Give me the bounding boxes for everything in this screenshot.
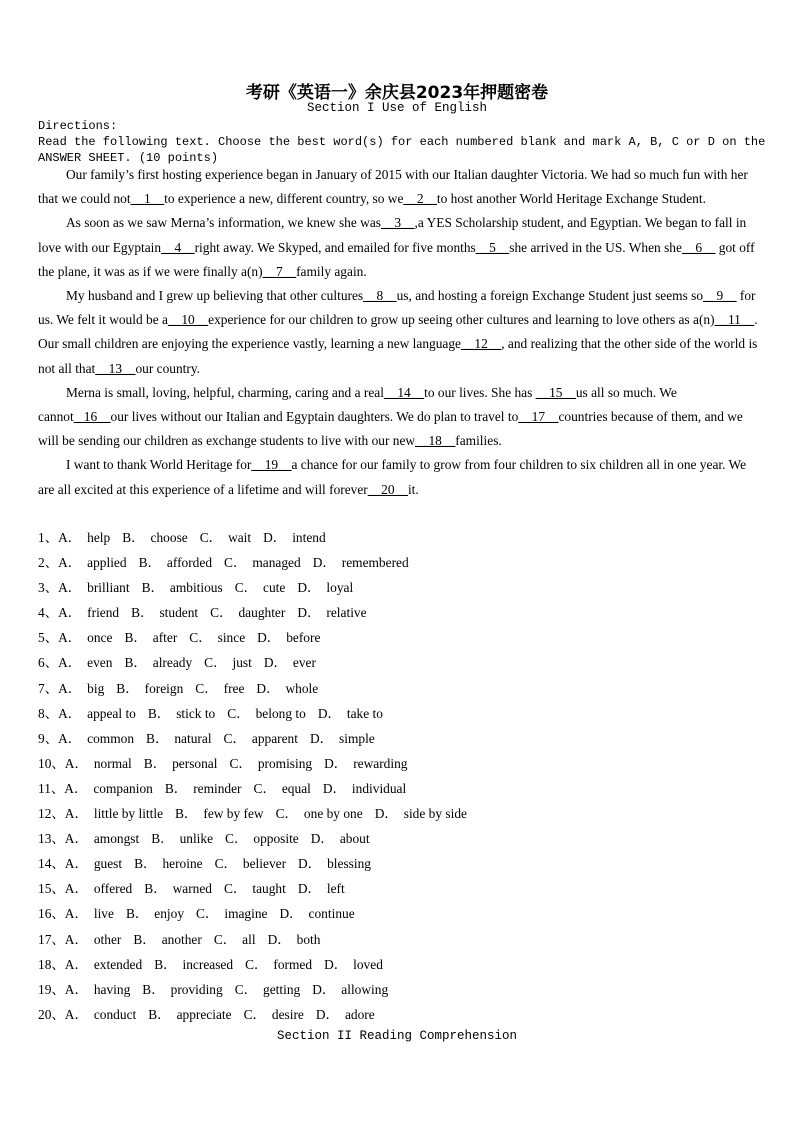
option-letter[interactable]: C． [245,956,268,972]
question-number: 3、 [38,580,59,596]
option-text[interactable]: guest [93,856,123,872]
question-number: 14、 [38,856,65,872]
option-letter[interactable]: D． [279,906,303,922]
option-letter[interactable]: B． [133,931,156,947]
passage-paragraph [38,163,760,211]
directions-line-1: Read the following text. Choose the best word(s) for each numbered blank and mark A, B, C or D on the [38,135,766,149]
option-letter[interactable]: B． [134,856,157,872]
passage-text: Our family’s first hosting experience began in January of 2015 with our Italian daughter Victoria. We had so much fun with her that we could not [38,167,748,207]
option-text[interactable]: promising [257,755,313,771]
question-number: 5、 [38,630,59,646]
option-letter[interactable]: D． [256,680,280,696]
option-letter[interactable]: C． [213,931,237,947]
option-text[interactable]: before [286,630,321,646]
option-letter[interactable]: A． [58,555,82,571]
numbered-blank[interactable]: __3__ [381,215,415,231]
passage-text: As soon as we saw Merna’s information, we knew she was [66,215,381,231]
question-number: 10、 [38,755,65,771]
option-letter[interactable]: A． [64,906,88,922]
option-letter[interactable]: C． [224,555,247,571]
question-number: 18、 [38,956,65,972]
numbered-blank[interactable]: __11__ [714,312,755,328]
option-text[interactable]: friend [87,605,120,621]
option-letter[interactable]: D． [263,530,287,545]
numbered-blank[interactable]: __20__ [367,481,408,497]
passage-text: countries because of them, and we will be sending our children as exchange students to live with our new [38,409,743,449]
option-text[interactable]: enjoy [154,906,185,922]
option-text[interactable]: loyal [326,580,354,596]
option-text[interactable]: companion [93,780,153,796]
option-text[interactable]: applied [87,555,127,571]
question-number: 16、 [38,906,65,922]
option-letter[interactable]: D． [267,931,291,947]
option-text[interactable]: reminder [193,780,242,796]
option-text[interactable]: one by one [303,806,363,822]
option-text[interactable]: blessing [327,856,372,872]
numbered-blank[interactable]: __4__ [161,239,195,255]
option-letter[interactable]: D． [309,730,334,746]
option-letter[interactable]: A． [58,705,82,721]
option-letter[interactable]: D． [374,806,398,822]
option-letter[interactable]: A． [58,530,82,545]
passage-text: My husband and I grew up believing that other cultures [66,288,364,304]
option-letter[interactable]: B． [142,981,165,997]
numbered-blank[interactable]: __19__ [251,457,292,473]
question-row [38,550,479,575]
option-letter[interactable]: A． [64,1006,88,1022]
question-row [38,575,479,600]
numbered-blank[interactable]: __10__ [167,312,209,328]
option-text[interactable]: live [93,906,114,922]
option-text[interactable]: appreciate [176,1006,232,1022]
option-letter[interactable]: B． [124,655,147,671]
question-number: 7、 [38,680,59,696]
option-letter[interactable]: A． [58,655,82,671]
passage-text: . Our small children are enjoying the experience vastly, learning a new language [38,312,758,352]
numbered-blank[interactable]: __14__ [383,384,425,400]
option-letter[interactable]: C． [253,780,276,796]
option-letter[interactable]: D． [312,555,336,571]
option-text[interactable]: once [87,630,113,646]
question-row [38,901,479,926]
option-text[interactable]: intend [292,530,326,545]
option-letter[interactable]: B． [147,705,171,721]
option-letter[interactable]: C． [210,605,233,621]
question-options-list [38,525,479,1027]
option-text[interactable]: taught [252,881,286,897]
option-letter[interactable]: B． [124,630,147,646]
option-letter[interactable]: A． [64,755,88,771]
option-letter[interactable]: A． [64,806,88,822]
option-text[interactable]: common [87,730,135,746]
option-letter[interactable]: C． [204,655,227,671]
numbered-blank[interactable]: __13__ [95,360,136,376]
option-letter[interactable]: D． [298,856,322,872]
option-text[interactable]: providing [170,981,223,997]
directions-label: Directions: [38,119,118,133]
option-letter[interactable]: D． [263,655,287,671]
option-letter[interactable]: A． [64,780,88,796]
option-text[interactable]: choose [150,530,188,545]
passage-text: to host another World Heritage Exchange Student. [436,191,706,207]
option-text[interactable]: after [152,630,178,646]
option-text[interactable]: wait [228,530,252,545]
passage-text: Merna is small, loving, helpful, charming, caring and a real [66,384,384,400]
passage-paragraph [38,381,760,454]
option-text[interactable]: belong to [255,705,306,721]
passage-text: experience for our children to grow up seeing other cultures and learning to love others as a(n) [208,312,715,328]
passage-text: , and realizing that the other side of the world is not all that [38,336,758,376]
option-text[interactable]: getting [263,981,301,997]
option-letter[interactable]: B． [144,881,167,897]
option-letter[interactable]: B． [125,906,149,922]
option-text[interactable]: appeal to [87,705,136,721]
option-text[interactable]: since [217,630,246,646]
option-text[interactable]: heroine [162,856,203,872]
question-number: 12、 [38,806,65,822]
numbered-blank[interactable]: _ 16__ [73,409,111,425]
passage-text: us all so much. We cannot [38,384,677,425]
option-letter[interactable]: B． [175,806,198,822]
question-row [38,701,479,726]
passage-text: our lives without our Italian and Egyptain daughters. We do plan to travel to [110,409,519,425]
passage-text: right away. We Skyped, and emailed for five months [194,239,476,255]
option-letter[interactable]: B． [122,530,145,545]
passage-text: got off the plane, it was as if we were finally a(n) [38,239,755,279]
option-text[interactable]: warned [172,881,213,897]
option-letter[interactable]: C． [195,680,218,696]
question-row [38,826,479,851]
question-number: 11、 [38,780,65,796]
option-text[interactable]: loved [353,956,383,972]
passage-text: to experience a new, different country, so we [164,191,404,207]
option-text[interactable]: little by little [93,806,164,822]
numbered-blank[interactable]: __8__ [363,288,397,304]
option-text[interactable]: ambitious [169,580,223,596]
section-1-heading: Section I Use of English [306,101,488,115]
passage-text: families. [455,433,502,449]
option-letter[interactable]: C． [189,630,212,646]
numbered-blank[interactable]: __17__ [518,409,559,425]
option-text[interactable]: all [242,931,256,947]
option-text[interactable]: take to [346,705,383,721]
question-row [38,600,479,625]
option-letter[interactable]: D． [322,780,346,796]
option-text[interactable]: increased [182,956,234,972]
question-row [38,676,479,701]
passage-text: she arrived in the US. When she [509,239,682,255]
option-letter[interactable]: C． [199,530,223,545]
option-letter[interactable]: B． [146,730,169,746]
option-letter[interactable]: D． [297,605,321,621]
option-text[interactable]: normal [93,755,132,771]
option-text[interactable]: foreign [144,680,184,696]
question-number: 8、 [38,705,59,721]
option-text[interactable]: extended [93,956,143,972]
option-letter[interactable]: D． [310,831,334,847]
question-row [38,851,479,876]
numbered-blank[interactable]: __6__ [681,239,716,255]
question-row [38,726,479,751]
option-letter[interactable]: A． [64,931,88,947]
option-letter[interactable]: B． [164,780,188,796]
option-letter[interactable]: D． [312,981,336,997]
option-text[interactable]: whole [285,680,319,696]
option-text[interactable]: remembered [341,555,409,571]
question-number: 19、 [38,981,65,997]
option-letter[interactable]: C． [234,580,258,596]
option-text[interactable]: rewarding [353,755,408,771]
question-row [38,977,479,1002]
option-letter[interactable]: D． [297,580,321,596]
option-letter[interactable]: B． [138,555,161,571]
option-letter[interactable]: A． [58,730,82,746]
question-row [38,776,479,801]
option-text[interactable]: free [223,680,245,696]
section-2-heading: Section II Reading Comprehension [276,1029,518,1043]
numbered-blank[interactable]: __2__ [403,191,437,207]
cloze-passage [38,163,760,502]
option-letter[interactable]: D． [297,881,321,897]
option-text[interactable]: big [87,680,105,696]
option-letter[interactable]: D． [257,630,281,646]
option-letter[interactable]: A． [64,956,88,972]
passage-text: to our lives. She has [424,384,536,400]
option-text[interactable]: believer [242,856,287,872]
numbered-blank[interactable]: __9__ [703,288,737,304]
option-letter[interactable]: C． [229,755,252,771]
passage-text: family again. [296,263,367,279]
directions-line-2: ANSWER SHEET. (10 points) [38,151,219,165]
option-letter[interactable]: A． [64,856,88,872]
option-letter[interactable]: B． [116,680,139,696]
option-letter[interactable]: C． [214,856,237,872]
numbered-blank[interactable]: __1__ [130,191,165,207]
option-text[interactable]: few by few [203,806,264,822]
passage-text: our country. [135,360,201,376]
passage-text: us, and hosting a foreign Exchange Student just seems so [396,288,704,304]
option-text[interactable]: cute [263,580,286,596]
numbered-blank[interactable]: __5__ [475,239,510,255]
question-number: 6、 [38,655,59,671]
question-row [38,952,479,977]
option-text[interactable]: adore [344,1006,375,1022]
option-letter[interactable]: A． [58,680,82,696]
question-row [38,751,479,776]
option-text[interactable]: brilliant [87,580,130,596]
passage-text: it. [407,481,419,497]
option-letter[interactable]: B． [148,1006,171,1022]
option-text[interactable]: formed [273,956,313,972]
passage-paragraph [38,284,760,381]
numbered-blank[interactable]: __12__ [461,336,502,352]
option-text[interactable]: apparent [251,730,298,746]
option-text[interactable]: another [161,931,202,947]
question-row [38,650,479,675]
option-text[interactable]: afforded [166,555,213,571]
question-row [38,876,479,901]
option-text[interactable]: amongst [93,831,140,847]
option-letter[interactable]: A． [58,630,82,646]
option-text[interactable]: managed [252,555,301,571]
option-text[interactable]: ever [292,655,316,671]
option-text[interactable]: both [296,931,321,947]
option-letter[interactable]: C． [225,831,248,847]
option-letter[interactable]: B． [151,831,174,847]
numbered-blank[interactable]: __7__ [262,263,297,279]
option-text[interactable]: just [232,655,252,671]
option-letter[interactable]: D． [324,956,348,972]
option-text[interactable]: conduct [93,1006,137,1022]
option-text[interactable]: continue [308,906,355,922]
question-number: 15、 [38,881,65,897]
option-letter[interactable]: D． [317,705,341,721]
option-text[interactable]: side by side [403,806,467,822]
option-text[interactable]: about [339,831,370,847]
question-number: 9、 [38,730,59,746]
question-number: 2、 [38,555,59,571]
option-text[interactable]: simple [339,730,375,746]
option-text[interactable]: allowing [341,981,389,997]
document-title: 考研《英语一》余庆县2023年押题密卷 [245,83,549,103]
option-text[interactable]: stick to [176,705,216,721]
option-letter[interactable]: A． [64,981,88,997]
option-text[interactable]: already [152,655,193,671]
option-text[interactable]: natural [174,730,212,746]
question-number: 1、 [38,530,59,545]
option-letter[interactable]: A． [58,605,82,621]
option-letter[interactable]: B． [154,956,177,972]
option-text[interactable]: unlike [179,831,214,847]
option-letter[interactable]: A． [64,881,88,897]
passage-paragraph [38,211,760,284]
option-text[interactable]: opposite [253,831,299,847]
option-text[interactable]: student [159,605,199,621]
option-text[interactable]: imagine [224,906,268,922]
option-text[interactable]: daughter [238,605,286,621]
option-text[interactable]: personal [172,755,218,771]
option-letter[interactable]: C． [243,1006,266,1022]
option-letter[interactable]: D． [324,755,348,771]
question-row [38,801,479,826]
option-text[interactable]: even [87,655,113,671]
option-text[interactable]: other [93,931,122,947]
option-text[interactable]: left [326,881,345,897]
option-letter[interactable]: C． [223,730,246,746]
option-text[interactable]: individual [351,780,407,796]
option-text[interactable]: desire [271,1006,304,1022]
question-number: 4、 [38,605,59,621]
option-letter[interactable]: A． [58,580,82,596]
option-text[interactable]: having [93,981,131,997]
option-text[interactable]: equal [281,780,311,796]
option-letter[interactable]: C． [196,906,219,922]
option-letter[interactable]: C． [234,981,258,997]
question-number: 17、 [38,931,65,947]
option-text[interactable]: relative [326,605,367,621]
numbered-blank[interactable]: __18__ [415,433,456,449]
option-text[interactable]: help [87,530,111,545]
option-letter[interactable]: B． [143,755,167,771]
question-row [38,927,479,952]
passage-paragraph [38,453,760,501]
question-number: 13、 [38,831,65,847]
option-letter[interactable]: C． [275,806,298,822]
option-letter[interactable]: B． [131,605,154,621]
passage-text: a chance for our family to grow from four children to six children all in one year. We are all excited at this experience of a lifetime and will forever [38,457,747,497]
option-letter[interactable]: C． [227,705,250,721]
passage-text: I want to thank World Heritage for [66,457,252,473]
question-row [38,525,479,550]
option-letter[interactable]: D． [315,1006,339,1022]
question-row [38,625,479,650]
option-letter[interactable]: A． [64,831,88,847]
passage-text: ,a YES Scholarship student, and Egyptian. We began to fall in love with our Egyptain [38,215,747,255]
numbered-blank[interactable]: __15__ [535,384,576,400]
question-number: 20、 [38,1006,65,1022]
option-letter[interactable]: C． [224,881,247,897]
option-letter[interactable]: B． [141,580,164,596]
question-row [38,1002,479,1027]
option-text[interactable]: offered [93,881,133,897]
passage-text: for us. We felt it would be a [38,288,756,328]
